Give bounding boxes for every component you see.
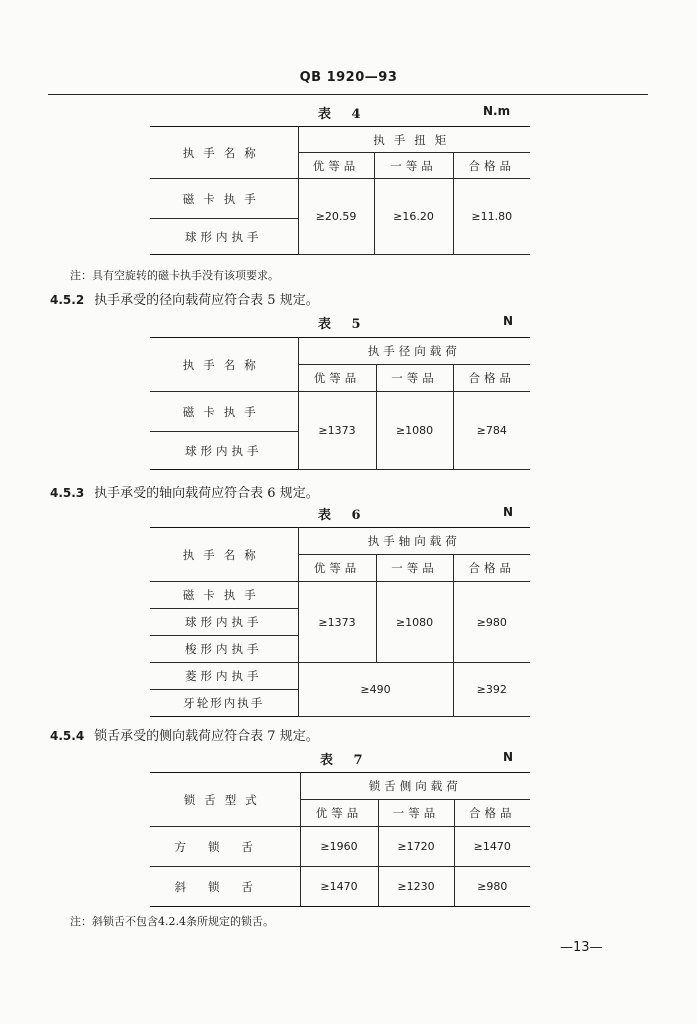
table6-row-name: 菱形内执手 [150,663,298,690]
table7-header-name: 锁舌型式 [150,773,300,827]
table6-header-name: 执手名称 [150,528,298,582]
table5 [150,337,530,470]
table5-value-2: ≥1080 [376,392,453,470]
table4-grade-2: 一等品 [374,153,453,179]
clause-4-5-3 [50,482,319,501]
header-rule [48,94,648,95]
table4-value-2: ≥16.20 [374,179,453,255]
table5-row-name: 球形内执手 [150,432,298,470]
table4-row-name: 球形内执手 [150,219,298,255]
table6-value-merged: ≥490 [298,663,453,717]
table6-value-2: ≥1080 [376,582,453,663]
standard-code: QB 1920—93 [299,70,398,85]
clause-number: 4.5.3 [50,486,85,500]
clause-4-5-2 [50,289,319,308]
table6-grade-3: 合格品 [453,555,530,582]
table7-caption: 表 7 [320,753,371,768]
table4-caption: 表 4 [318,107,369,122]
table6 [150,527,530,717]
clause-4-5-4 [50,725,319,744]
table5-caption: 表 5 [318,317,369,332]
table7-value: ≥1470 [454,827,530,867]
table6-caption: 表 6 [318,508,369,523]
table4 [150,126,530,255]
clause-number: 4.5.2 [50,293,85,307]
table4-grade-3: 合格品 [453,153,530,179]
table5-row-name: 磁卡执手 [150,392,298,432]
table7-header-group: 锁舌侧向载荷 [300,773,530,800]
table7-value: ≥980 [454,867,530,907]
table4-note: 注：具有空旋转的磁卡执手没有该项要求。 [70,269,279,282]
table4-grade-1: 优等品 [298,153,374,179]
table5-header-name: 执手名称 [150,338,298,392]
table7-grade-3: 合格品 [454,800,530,827]
table6-row-name: 梭形内执手 [150,636,298,663]
table7-grade-2: 一等品 [378,800,454,827]
table5-grade-3: 合格品 [453,365,530,392]
table7-value: ≥1470 [300,867,378,907]
table7-value: ≥1230 [378,867,454,907]
table7 [150,772,530,907]
table7-unit: N [503,750,514,764]
table5-unit: N [503,314,514,328]
table4-value-1: ≥20.59 [298,179,374,255]
table7-note: 注：斜锁舌不包含4.2.4条所规定的锁舌。 [70,915,274,928]
table5-value-1: ≥1373 [298,392,376,470]
table4-value-3: ≥11.80 [453,179,530,255]
table6-unit: N [503,505,514,519]
table6-grade-2: 一等品 [376,555,453,582]
table7-row-name: 斜锁舌 [150,867,300,907]
clause-text: 执手承受的轴向载荷应符合表 6 规定。 [94,486,319,501]
table6-header-group: 执手轴向载荷 [298,528,530,555]
table4-unit: N.m [483,104,511,118]
table5-header-group: 执手径向载荷 [298,338,530,365]
table4-row-name: 磁卡执手 [150,179,298,219]
table4-header-group: 执手扭矩 [298,127,530,153]
table7-row-name: 方锁舌 [150,827,300,867]
table5-grade-1: 优等品 [298,365,376,392]
table7-value: ≥1720 [378,827,454,867]
table6-value-3b: ≥392 [453,663,530,717]
table6-value-1: ≥1373 [298,582,376,663]
table6-row-name: 球形内执手 [150,609,298,636]
table7-value: ≥1960 [300,827,378,867]
clause-text: 执手承受的径向载荷应符合表 5 规定。 [94,293,319,308]
clause-text: 锁舌承受的侧向载荷应符合表 7 规定。 [94,729,319,744]
table5-grade-2: 一等品 [376,365,453,392]
clause-number: 4.5.4 [50,729,85,743]
table4-header-name: 执手名称 [150,127,298,179]
table6-grade-1: 优等品 [298,555,376,582]
table5-value-3: ≥784 [453,392,530,470]
table6-row-name: 牙轮形内执手 [150,690,298,717]
table6-row-name: 磁卡执手 [150,582,298,609]
page-number: —13— [560,940,603,955]
table6-value-3: ≥980 [453,582,530,663]
table7-grade-1: 优等品 [300,800,378,827]
